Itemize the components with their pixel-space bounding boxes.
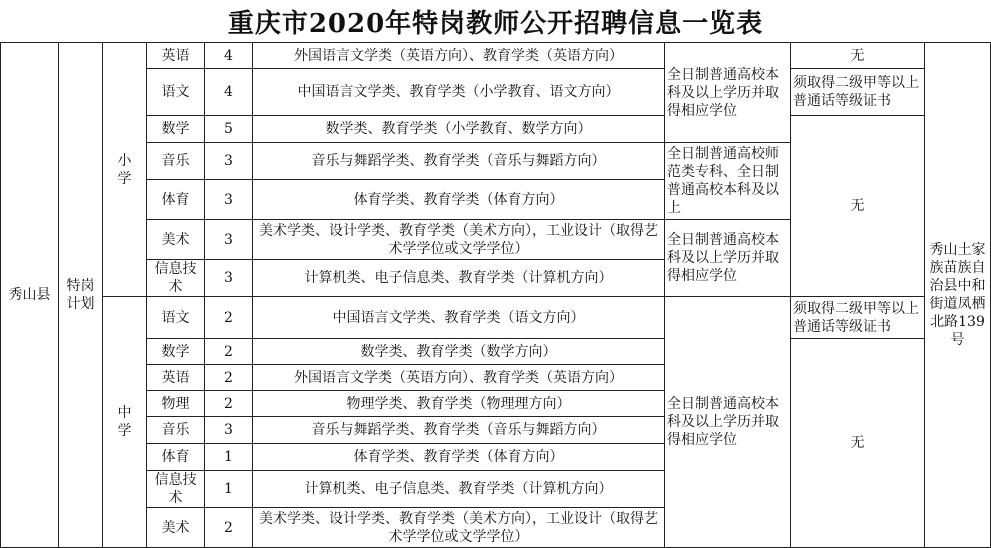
count-cell: 1 — [205, 444, 253, 471]
education-cell: 全日制普通高校本科及以上学历并取得相应学位 — [665, 43, 791, 143]
count-cell: 5 — [205, 116, 253, 143]
count-cell: 2 — [205, 391, 253, 417]
table-row — [1, 43, 991, 69]
count-cell: 2 — [205, 365, 253, 391]
major-cell: 计算机类、电子信息类、教育学类（计算机方向） — [253, 260, 665, 297]
address-cell: 秀山土家族苗族自治县中和街道凤栖北路139号 — [925, 43, 991, 548]
count-cell: 3 — [205, 260, 253, 297]
other-cell: 须取得二级甲等以上普通话等级证书 — [791, 69, 925, 116]
subject-cell: 体育 — [147, 444, 205, 471]
count-cell: 2 — [205, 339, 253, 365]
subject-cell: 数学 — [147, 339, 205, 365]
count-cell: 2 — [205, 297, 253, 339]
major-cell: 外国语言文学类（英语方向）、教育学类（英语方向） — [253, 43, 665, 69]
major-cell: 体育学类、教育学类（体育方向） — [253, 444, 665, 471]
other-cell: 须取得二级甲等以上普通话等级证书 — [791, 297, 925, 339]
major-cell: 数学类、教育学类（小学教育、数学方向） — [253, 116, 665, 143]
count-cell: 2 — [205, 508, 253, 548]
table-row — [1, 116, 991, 143]
subject-cell: 信息技术 — [147, 471, 205, 508]
subject-cell: 物理 — [147, 391, 205, 417]
county-cell: 秀山县 — [1, 43, 59, 548]
subject-cell: 英语 — [147, 43, 205, 69]
subject-cell: 语文 — [147, 69, 205, 116]
table-row — [1, 297, 991, 339]
count-cell: 3 — [205, 143, 253, 180]
major-cell: 数学类、教育学类（数学方向） — [253, 339, 665, 365]
count-cell: 3 — [205, 220, 253, 260]
count-cell: 1 — [205, 471, 253, 508]
education-cell: 全日制普通高校本科及以上学历并取得相应学位 — [665, 297, 791, 548]
count-cell: 4 — [205, 43, 253, 69]
major-cell: 体育学类、教育学类（体育方向） — [253, 180, 665, 220]
plan-cell: 特岗计划 — [59, 43, 103, 548]
major-cell: 中国语言文学类、教育学类（小学教育、语文方向） — [253, 69, 665, 116]
subject-cell: 音乐 — [147, 417, 205, 444]
other-cell: 无 — [791, 43, 925, 69]
subject-cell: 数学 — [147, 116, 205, 143]
count-cell: 4 — [205, 69, 253, 116]
major-cell: 美术学类、设计学类、教育学类（美术方向），工业设计（取得艺术学学位或文学学位） — [253, 508, 665, 548]
major-cell: 物理学类、教育学类（物理理方向） — [253, 391, 665, 417]
major-cell: 音乐与舞蹈学类、教育学类（音乐与舞蹈方向） — [253, 417, 665, 444]
major-cell: 音乐与舞蹈学类、教育学类（音乐与舞蹈方向） — [253, 143, 665, 180]
major-cell: 外国语言文学类（英语方向）、教育学类（英语方向） — [253, 365, 665, 391]
table-row — [1, 339, 991, 365]
education-cell: 全日制普通高校师范类专科、全日制普通高校本科及以上 — [665, 143, 791, 220]
major-cell: 中国语言文学类、教育学类（语文方向） — [253, 297, 665, 339]
subject-cell: 美术 — [147, 508, 205, 548]
other-cell: 无 — [791, 339, 925, 548]
education-cell: 全日制普通高校本科及以上学历并取得相应学位 — [665, 220, 791, 297]
subject-cell: 信息技术 — [147, 260, 205, 297]
subject-cell: 音乐 — [147, 143, 205, 180]
recruitment-table — [0, 42, 991, 548]
level-cell-primary: 小学 — [103, 43, 147, 297]
major-cell: 美术学类、设计学类、教育学类（美术方向），工业设计（取得艺术学学位或文学学位） — [253, 220, 665, 260]
subject-cell: 语文 — [147, 297, 205, 339]
major-cell: 计算机类、电子信息类、教育学类（计算机方向） — [253, 471, 665, 508]
page-title: 重庆市2020年特岗教师公开招聘信息一览表 — [227, 8, 764, 39]
level-cell-middle: 中学 — [103, 297, 147, 548]
subject-cell: 美术 — [147, 220, 205, 260]
subject-cell: 体育 — [147, 180, 205, 220]
table-row — [1, 69, 991, 116]
subject-cell: 英语 — [147, 365, 205, 391]
count-cell: 3 — [205, 417, 253, 444]
other-cell: 无 — [791, 116, 925, 297]
count-cell: 3 — [205, 180, 253, 220]
